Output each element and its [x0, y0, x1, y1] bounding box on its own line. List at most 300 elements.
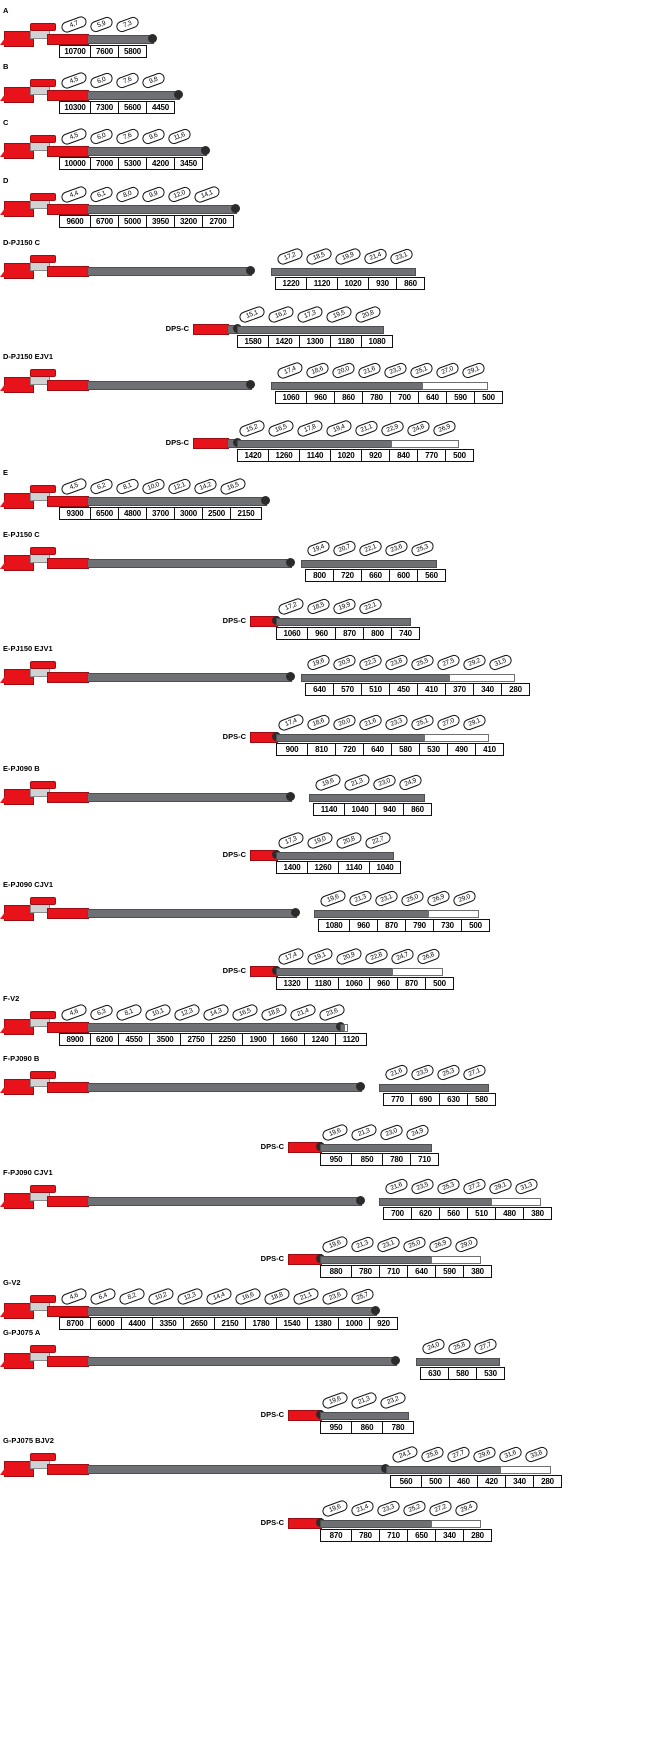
capacity-value: 560 [417, 569, 446, 582]
capacity-value: 720 [335, 743, 364, 756]
capacity-value: 510 [361, 683, 390, 696]
reach-value: 29,1 [462, 713, 487, 731]
boom-grey-section [87, 909, 297, 918]
extension-grey [309, 794, 425, 802]
crane-base-wedge [0, 1019, 10, 1033]
capacity-value: 870 [335, 627, 364, 640]
row-label: D-PJ150 EJV1 [3, 352, 54, 361]
reach-value: 4,5 [60, 71, 88, 90]
capacity-row [237, 449, 473, 462]
reach-value: 23,3 [384, 713, 409, 731]
reach-value: 23,5 [410, 1063, 435, 1081]
capacity-row [318, 919, 489, 932]
capacity-row [59, 1033, 366, 1046]
reach-value: 20,9 [335, 947, 363, 966]
capacity-row [59, 507, 261, 520]
capacity-value: 1120 [335, 1033, 367, 1046]
reach-value: 20,9 [332, 653, 357, 671]
boom-grey-section [87, 673, 292, 682]
capacity-value: 950 [320, 1153, 352, 1166]
capacity-value: 500 [474, 391, 503, 404]
boom-grey-section [87, 35, 154, 44]
reach-value: 23,0 [372, 773, 397, 791]
capacity-value: 4400 [121, 1317, 153, 1330]
capacity-value: 460 [449, 1475, 478, 1488]
reach-value: 27,0 [436, 713, 461, 731]
reach-value: 19,6 [306, 653, 331, 671]
capacity-row [276, 627, 419, 640]
reach-value: 31,6 [498, 1445, 523, 1463]
capacity-value: 3350 [152, 1317, 184, 1330]
capacity-value: 2150 [230, 507, 262, 520]
reach-value: 21,6 [384, 1063, 409, 1081]
capacity-value: 860 [351, 1421, 383, 1434]
crane-base-wedge [0, 1193, 10, 1207]
capacity-row [59, 215, 233, 228]
capacity-value: 870 [377, 919, 406, 932]
crane-base-wedge [0, 87, 10, 101]
reach-value: 16,6 [234, 1287, 262, 1306]
capacity-row [237, 335, 392, 348]
reach-value: 26,8 [416, 947, 441, 965]
reach-value: 14,2 [193, 477, 218, 495]
crane-base-wedge [0, 31, 10, 45]
crane-base-wedge [0, 1353, 10, 1367]
crane-base-wedge [0, 1303, 10, 1317]
crane-base-wedge [0, 669, 10, 683]
capacity-value: 580 [391, 743, 420, 756]
boom-grey-section [87, 1357, 397, 1366]
reach-value: 24,9 [405, 1123, 430, 1141]
reach-value: 19,4 [325, 419, 353, 438]
capacity-value: 1060 [338, 977, 370, 990]
capacity-value: 1060 [276, 627, 308, 640]
capacity-value: 530 [476, 1367, 505, 1380]
boom-grey-section [87, 1083, 362, 1092]
capacity-value: 7300 [90, 101, 119, 114]
capacity-value: 3950 [146, 215, 175, 228]
reach-value: 29,1 [461, 361, 486, 379]
reach-value: 19,6 [314, 773, 342, 792]
crane-base-wedge [0, 905, 10, 919]
boom-tip-joint [246, 380, 255, 389]
capacity-row [305, 683, 529, 696]
capacity-row [320, 1153, 438, 1166]
boom-grey-section [87, 793, 292, 802]
reach-value: 25,1 [410, 713, 435, 731]
extension-grey [320, 1144, 432, 1152]
extension-grey [320, 1520, 433, 1528]
row-label: DPS-C [260, 1254, 284, 1263]
capacity-value: 860 [334, 391, 363, 404]
capacity-value: 770 [417, 449, 446, 462]
extension-grey [237, 326, 384, 334]
reach-value: 24,1 [391, 1445, 419, 1464]
reach-value: 23,5 [410, 1177, 435, 1195]
boom-grey-section [87, 1465, 387, 1474]
crane-knuckle [30, 23, 56, 31]
capacity-value: 1020 [337, 277, 369, 290]
crane-base-wedge [0, 377, 10, 391]
reach-value: 4,5 [60, 127, 88, 146]
capacity-value: 500 [445, 449, 474, 462]
capacity-value: 900 [276, 743, 308, 756]
boom-grey-section [87, 147, 207, 156]
reach-value: 18,5 [305, 247, 333, 266]
reach-value: 19,6 [321, 1123, 349, 1142]
reach-value: 22,7 [364, 831, 392, 850]
capacity-value: 3000 [174, 507, 203, 520]
crane-knuckle [30, 485, 56, 493]
capacity-value: 790 [405, 919, 434, 932]
reach-value: 15,2 [238, 419, 266, 438]
reach-value: 24,8 [406, 419, 431, 437]
reach-value: 25,0 [400, 889, 425, 907]
reach-value: 26,9 [432, 419, 457, 437]
boom-red-section [47, 1464, 89, 1475]
reach-value: 22,1 [358, 539, 383, 557]
capacity-row [276, 861, 400, 874]
reach-value: 20,0 [332, 713, 357, 731]
capacity-row [383, 1093, 495, 1106]
reach-value: 23,1 [376, 1235, 401, 1253]
capacity-value: 3700 [146, 507, 175, 520]
boom-tip-joint [148, 34, 157, 43]
capacity-value: 2750 [180, 1033, 212, 1046]
crane-knuckle [30, 79, 56, 87]
reach-value: 21,3 [350, 1391, 378, 1410]
reach-value: 11,6 [167, 127, 192, 145]
extension-grey [271, 382, 424, 390]
capacity-value: 370 [445, 683, 474, 696]
capacity-value: 870 [397, 977, 426, 990]
crane-knuckle [30, 547, 56, 555]
reach-value: 7,6 [115, 71, 140, 89]
capacity-value: 1780 [245, 1317, 277, 1330]
capacity-value: 800 [363, 627, 392, 640]
boom-red-section [47, 266, 89, 277]
boom-red-section [193, 438, 229, 449]
extension-white [424, 734, 489, 742]
boom-red-section [47, 204, 89, 215]
capacity-value: 500 [421, 1475, 450, 1488]
capacity-value: 710 [379, 1265, 408, 1278]
reach-value: 22,9 [380, 419, 405, 437]
capacity-value: 2700 [202, 215, 234, 228]
capacity-value: 6500 [90, 507, 119, 520]
crane-base-wedge [0, 263, 10, 277]
boom-red-section [47, 1356, 89, 1367]
capacity-value: 4450 [146, 101, 175, 114]
capacity-value: 570 [333, 683, 362, 696]
row-label: E-PJ090 CJV1 [3, 880, 54, 889]
capacity-value: 9300 [59, 507, 91, 520]
boom-grey-section [87, 1023, 342, 1032]
capacity-value: 380 [463, 1265, 492, 1278]
capacity-value: 580 [467, 1093, 496, 1106]
reach-value: 16,5 [219, 477, 247, 496]
capacity-value: 840 [389, 449, 418, 462]
crane-base-wedge [0, 201, 10, 215]
reach-value: 21,1 [354, 419, 379, 437]
capacity-value: 590 [435, 1265, 464, 1278]
capacity-value: 3450 [174, 157, 203, 170]
boom-tip-joint [174, 90, 183, 99]
capacity-value: 780 [382, 1153, 411, 1166]
row-label: DPS-C [260, 1142, 284, 1151]
extension-grey [276, 968, 394, 976]
reach-value: 21,1 [292, 1287, 320, 1306]
boom-tip-joint [391, 1356, 400, 1365]
capacity-value: 280 [463, 1529, 492, 1542]
reach-value: 29,2 [462, 653, 487, 671]
reach-value: 19,6 [321, 1235, 349, 1254]
reach-value: 19,6 [319, 889, 347, 908]
capacity-value: 960 [306, 391, 335, 404]
capacity-row [59, 101, 174, 114]
reach-value: 21,6 [357, 361, 382, 379]
reach-value: 20,0 [331, 361, 356, 379]
reach-value: 23,6 [318, 1003, 346, 1022]
capacity-value: 880 [320, 1265, 352, 1278]
capacity-value: 2500 [202, 507, 231, 520]
reach-value: 29,4 [454, 1499, 479, 1517]
capacity-value: 630 [420, 1367, 449, 1380]
reach-value: 19,4 [306, 539, 331, 557]
capacity-value: 640 [407, 1265, 436, 1278]
reach-value: 27,0 [435, 361, 460, 379]
capacity-value: 510 [467, 1207, 496, 1220]
row-label: D-PJ150 C [3, 238, 41, 247]
crane-knuckle [30, 781, 56, 789]
crane-knuckle [30, 193, 56, 201]
boom-red-section [47, 1306, 89, 1317]
row-label: C [3, 118, 9, 127]
capacity-value: 640 [363, 743, 392, 756]
capacity-value: 1120 [306, 277, 338, 290]
reach-value: 27,2 [428, 1499, 453, 1517]
boom-red-section [47, 34, 89, 45]
capacity-value: 930 [368, 277, 397, 290]
row-label: F-V2 [3, 994, 20, 1003]
row-label: DPS-C [222, 966, 246, 975]
extension-grey [320, 1412, 409, 1420]
reach-value: 25,3 [436, 1063, 461, 1081]
capacity-value: 700 [383, 1207, 412, 1220]
capacity-value: 7000 [90, 157, 119, 170]
capacity-value: 340 [473, 683, 502, 696]
reach-value: 20,8 [335, 831, 363, 850]
capacity-value: 1300 [299, 335, 331, 348]
capacity-value: 2150 [214, 1317, 246, 1330]
reach-value: 25,8 [420, 1445, 445, 1463]
crane-knuckle [30, 1345, 56, 1353]
reach-value: 19,9 [332, 597, 357, 615]
capacity-value: 600 [389, 569, 418, 582]
capacity-value: 5800 [118, 45, 147, 58]
reach-value: 33,8 [524, 1445, 549, 1463]
capacity-value: 1900 [242, 1033, 274, 1046]
boom-tip-joint [201, 146, 210, 155]
reach-value: 29,0 [452, 889, 477, 907]
extension-grey [301, 674, 451, 682]
capacity-row [313, 803, 431, 816]
capacity-value: 3500 [149, 1033, 181, 1046]
reach-value: 10,0 [141, 477, 166, 495]
reach-value: 22,1 [358, 597, 383, 615]
extension-white [344, 1024, 348, 1032]
reach-value: 4,5 [60, 477, 88, 496]
reach-value: 23,8 [384, 653, 409, 671]
reach-value: 24,7 [390, 947, 415, 965]
reach-value: 29,0 [454, 1235, 479, 1253]
row-label: B [3, 62, 9, 71]
capacity-value: 620 [411, 1207, 440, 1220]
capacity-value: 780 [351, 1529, 380, 1542]
boom-grey-section [87, 381, 252, 390]
reach-value: 24,9 [398, 773, 423, 791]
extension-white [431, 1520, 481, 1528]
capacity-value: 1040 [344, 803, 376, 816]
capacity-value: 1060 [275, 391, 307, 404]
reach-value: 6,2 [89, 477, 114, 495]
capacity-value: 780 [362, 391, 391, 404]
capacity-value: 870 [320, 1529, 352, 1542]
capacity-row [420, 1367, 504, 1380]
reach-value: 19,9 [334, 247, 362, 266]
capacity-value: 450 [389, 683, 418, 696]
reach-value: 14,3 [202, 1003, 230, 1022]
capacity-row [320, 1421, 413, 1434]
capacity-value: 1040 [369, 861, 401, 874]
reach-value: 8,1 [115, 1003, 143, 1022]
row-label: G-PJ075 BJV2 [3, 1436, 54, 1445]
boom-grey-section [87, 559, 292, 568]
capacity-value: 1260 [268, 449, 300, 462]
capacity-value: 700 [390, 391, 419, 404]
capacity-value: 10300 [59, 101, 91, 114]
capacity-value: 1000 [338, 1317, 370, 1330]
capacity-row [275, 277, 424, 290]
reach-value: 4,6 [60, 1287, 88, 1306]
extension-white [392, 968, 444, 976]
capacity-value: 860 [396, 277, 425, 290]
capacity-value: 1020 [330, 449, 362, 462]
reach-value: 23,2 [379, 1391, 407, 1410]
crane-knuckle [30, 1011, 56, 1019]
reach-value: 25,8 [447, 1337, 472, 1355]
capacity-value: 4550 [118, 1033, 150, 1046]
reach-value: 17,4 [277, 947, 305, 966]
reach-value: 23,1 [389, 247, 414, 265]
boom-grey-section [87, 497, 267, 506]
reach-value: 18,6 [305, 361, 330, 379]
reach-value: 31,3 [514, 1177, 539, 1195]
reach-value: 15,1 [238, 305, 266, 324]
reach-value: 18,8 [263, 1287, 291, 1306]
boom-tip-joint [356, 1082, 365, 1091]
reach-value: 6,4 [89, 1287, 117, 1306]
row-label: F-PJ090 B [3, 1054, 40, 1063]
capacity-value: 560 [439, 1207, 468, 1220]
capacity-value: 850 [351, 1153, 383, 1166]
capacity-value: 1400 [276, 861, 308, 874]
reach-value: 18,5 [306, 597, 331, 615]
capacity-value: 4200 [146, 157, 175, 170]
capacity-value: 780 [351, 1265, 380, 1278]
extension-grey [379, 1084, 489, 1092]
capacity-value: 740 [391, 627, 420, 640]
crane-knuckle [30, 1453, 56, 1461]
boom-tip-joint [286, 558, 295, 567]
capacity-value: 960 [349, 919, 378, 932]
reach-value: 21,3 [350, 1235, 375, 1253]
capacity-value: 4800 [118, 507, 147, 520]
extension-white [391, 440, 459, 448]
capacity-row [390, 1475, 561, 1488]
capacity-value: 660 [361, 569, 390, 582]
capacity-value: 1540 [276, 1317, 308, 1330]
row-label: G-V2 [3, 1278, 21, 1287]
reach-value: 22,3 [358, 653, 383, 671]
boom-red-section [47, 908, 89, 919]
capacity-value: 920 [369, 1317, 398, 1330]
boom-red-section [47, 1082, 89, 1093]
reach-value: 25,5 [410, 653, 435, 671]
capacity-value: 7600 [90, 45, 119, 58]
reach-value: 6,3 [89, 1003, 114, 1021]
row-label: E [3, 468, 9, 477]
crane-base-wedge [0, 1079, 10, 1093]
boom-tip-joint [231, 204, 240, 213]
boom-red-section [47, 146, 89, 157]
row-label: DPS-C [165, 324, 189, 333]
capacity-value: 1240 [304, 1033, 336, 1046]
reach-value: 17,3 [277, 831, 305, 850]
crane-knuckle [30, 255, 56, 263]
crane-base-wedge [0, 143, 10, 157]
extension-white [500, 1466, 551, 1474]
reach-value: 21,4 [289, 1003, 317, 1022]
capacity-value: 810 [307, 743, 336, 756]
capacity-value: 1080 [318, 919, 350, 932]
capacity-value: 720 [333, 569, 362, 582]
capacity-value: 640 [305, 683, 334, 696]
reach-value: 31,5 [488, 653, 513, 671]
capacity-value: 9600 [59, 215, 91, 228]
reach-value: 17,8 [296, 419, 324, 438]
boom-red-section [47, 90, 89, 101]
reach-value: 27,7 [473, 1337, 498, 1355]
capacity-value: 6000 [90, 1317, 122, 1330]
reach-value: 14,1 [193, 185, 221, 204]
row-label: E-PJ150 EJV1 [3, 644, 53, 653]
capacity-value: 5300 [118, 157, 147, 170]
capacity-row [305, 569, 445, 582]
reach-value: 21,6 [358, 713, 383, 731]
boom-red-section [47, 558, 89, 569]
row-label: A [3, 6, 9, 15]
extension-grey [314, 910, 430, 918]
boom-grey-section [87, 267, 252, 276]
reach-value: 23,3 [383, 361, 408, 379]
boom-tip-joint [291, 908, 300, 917]
reach-value: 14,4 [205, 1287, 233, 1306]
capacity-value: 6700 [90, 215, 119, 228]
capacity-value: 1420 [268, 335, 300, 348]
reach-value: 4,7 [60, 15, 88, 34]
reach-value: 25,7 [350, 1287, 375, 1305]
